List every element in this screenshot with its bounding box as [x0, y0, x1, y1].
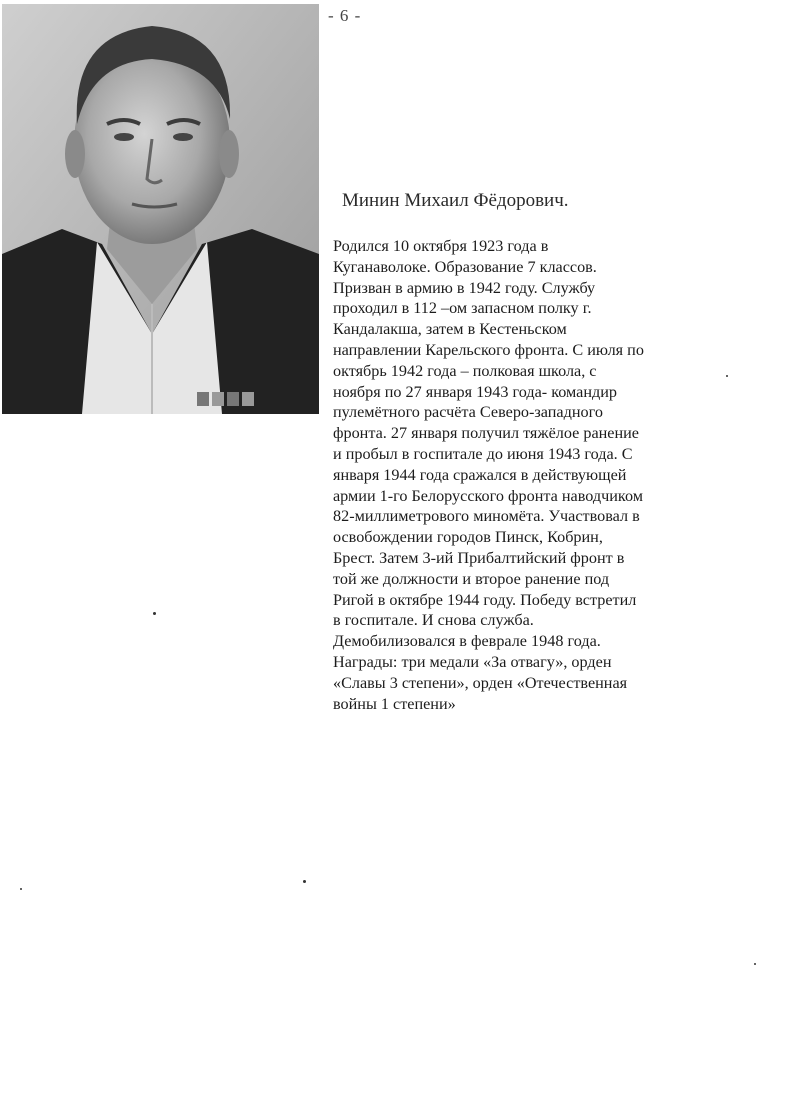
bio-line: направлении Карельского фронта. С июля по [333, 340, 644, 359]
scan-speck [303, 880, 306, 883]
bio-line: войны 1 степени» [333, 694, 456, 713]
bio-line: Куганаволоке. Образование 7 классов. [333, 257, 597, 276]
biography-text [333, 236, 703, 714]
bio-line: освобождении городов Пинск, Кобрин, [333, 528, 603, 547]
bio-line: Награды: три медали «За отвагу», орден [333, 652, 612, 671]
scan-speck [754, 963, 756, 965]
portrait-photo [2, 4, 319, 414]
bio-line: октябрь 1942 года – полковая школа, с [333, 361, 597, 380]
bio-line: армии 1-го Белорусского фронта наводчиком [333, 486, 643, 505]
bio-line: Родился 10 октября 1923 года в [333, 237, 549, 255]
bio-line: «Славы 3 степени», орден «Отечественная [333, 673, 628, 692]
bio-line: ноября по 27 января 1943 года- командир [333, 382, 618, 401]
bio-line: Кандалакша, затем в Кестеньском [333, 320, 567, 339]
bio-line: в госпитале. И снова служба. [333, 611, 534, 630]
bio-line: проходил в 112 –ом запасном полку г. [333, 299, 592, 318]
bio-line: и пробыл в госпитале до июня 1943 года. С [333, 444, 633, 463]
bio-line: Ригой в октябре 1944 году. Победу встретил [333, 590, 637, 609]
bio-line: января 1944 года сражался в действующей [333, 465, 627, 484]
bio-line: Брест. Затем 3-ий Прибалтийский фронт в [333, 548, 625, 567]
bio-line: Призван в армию в 1942 году. Службу [333, 278, 596, 297]
person-name: Минин Михаил Фёдорович. [342, 190, 569, 211]
scan-speck [153, 612, 156, 615]
page-number: - 6 - [328, 6, 362, 25]
scan-speck [20, 888, 22, 890]
bio-line: Демобилизовался в феврале 1948 года. [333, 632, 601, 651]
scan-speck [726, 375, 728, 377]
bio-line: пулемётного расчёта Северо-западного [333, 403, 603, 422]
bio-line: 82-миллиметрового миномёта. Участвовал в [333, 507, 640, 526]
bio-line: той же должности и второе ранение под [333, 569, 610, 588]
bio-line: фронта. 27 января получил тяжёлое ранение [333, 424, 639, 443]
